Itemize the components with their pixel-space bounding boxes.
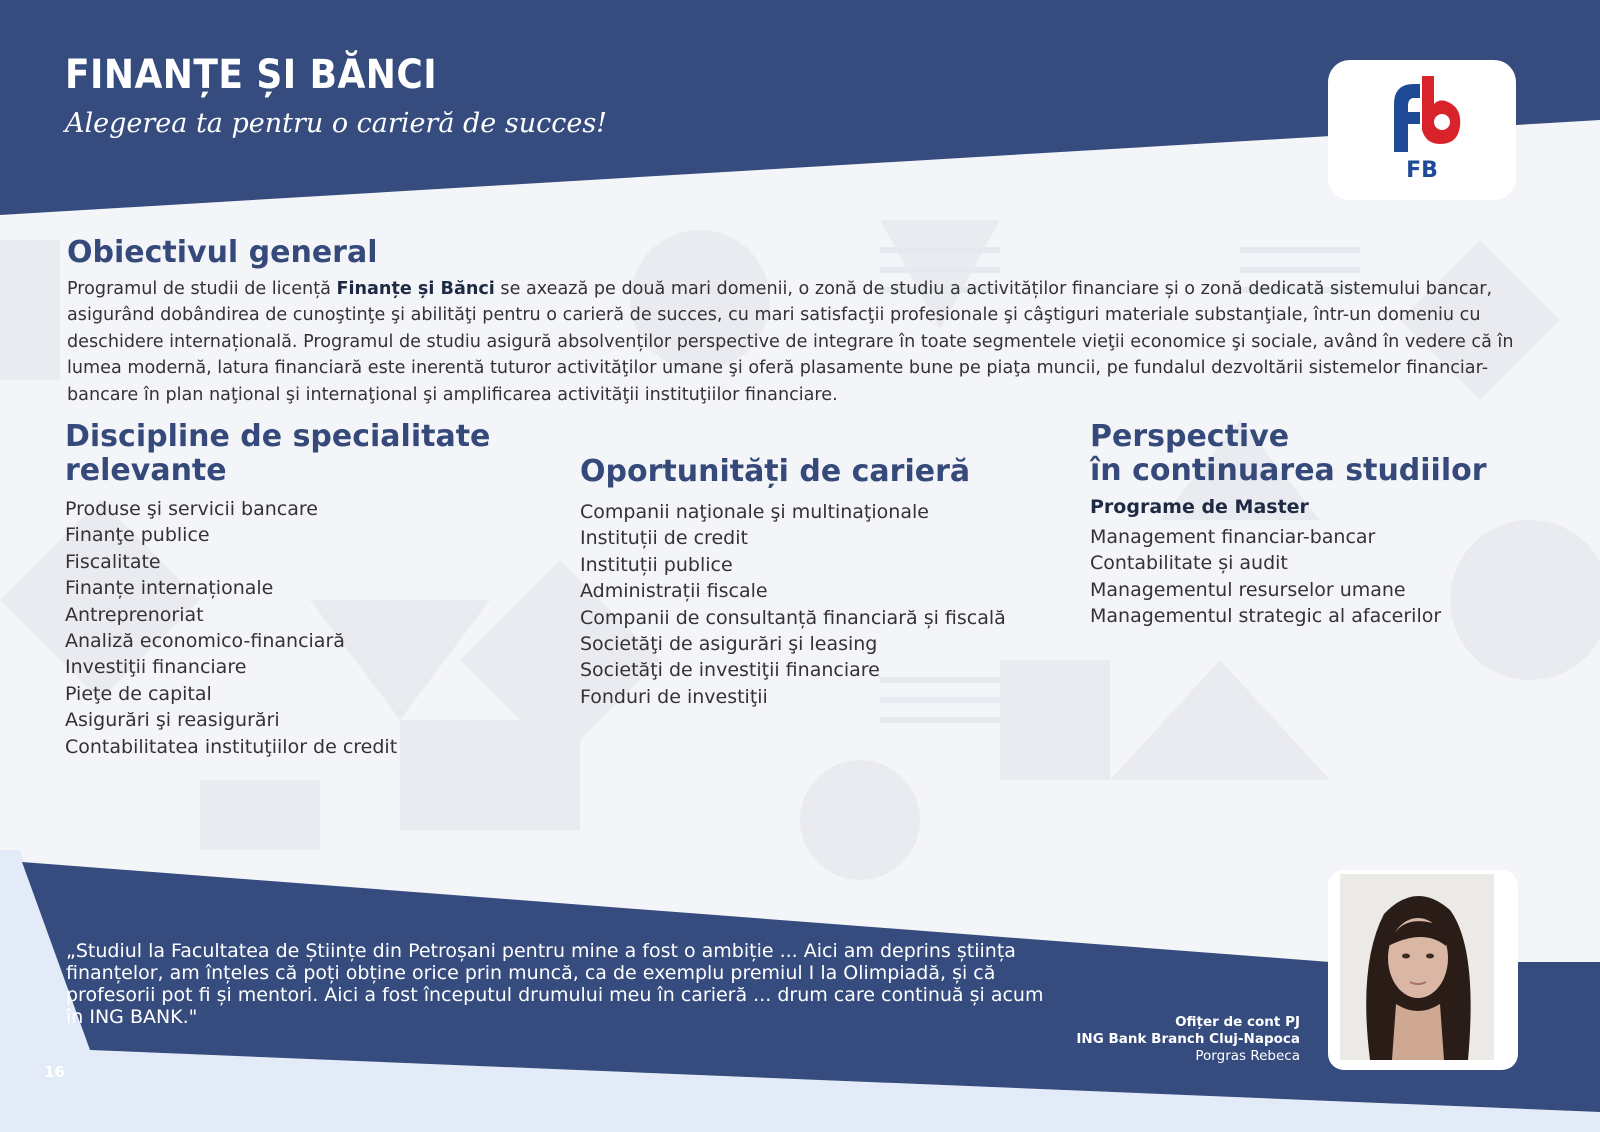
- disciplines-heading-line1: Discipline de specialitate: [65, 419, 491, 454]
- list-item: Investiţii financiare: [65, 656, 247, 679]
- list-item: Asigurări şi reasigurări: [65, 709, 280, 732]
- list-item: Pieţe de capital: [65, 682, 212, 705]
- objective-text-body: se axează pe două mari domenii, o zonă de studiu a activităților financiare și o zonă dedicată sistemului bancar, asigurând dobândirea de cunoştinţe şi abilităţi pentru o carieră de succes, cu mari satisfacţii profesionale şi câştiguri materiale substanţiale, într-un domeniu cu deschidere internațională. Programul de studiu asigură absolvenților perspective de integrare în toate segmentele vieţii economice şi sociale, având în vedere că în lumea modernă, latura financiară este inerentă tuturor activităţilor umane şi oferă plasamente bune pe piaţa muncii, pe fundalul dezvoltării sistemelor financiar-bancare în plan naţional şi internaţional şi amplificarea activităţii instituţiilor financiare.: [67, 279, 1514, 405]
- objective-heading: Obiectivul general: [67, 235, 378, 270]
- testimonial-quote: „Studiul la Facultatea de Științe din Petroșani pentru mine a fost o ambiție ... Aici am deprins știința finanțelor, am înțeles că poți obține orice prin muncă, ca de exemplu premiul I la Olimpiadă, și că profesorii pot fi și mentori. Aici a fost începutul drumului meu în carieră ... drum care continuă și acum în ING BANK.": [66, 940, 1044, 1028]
- perspectives-heading-line1: Perspective: [1090, 419, 1290, 454]
- perspectives-section: [1090, 420, 1487, 630]
- list-item: Societăţi de investiţii financiare: [580, 659, 880, 682]
- list-item: Analiză economico-financiară: [65, 630, 345, 653]
- author-role: Ofițer de cont PJ: [1175, 1014, 1300, 1030]
- list-item: Contabilitate și audit: [1090, 552, 1288, 575]
- list-item: Companii naţionale şi multinaţionale: [580, 501, 929, 523]
- author-name: Porgras Rebeca: [1195, 1048, 1300, 1064]
- objective-text: [67, 276, 1537, 408]
- list-item: Societăţi de asigurări şi leasing: [580, 633, 878, 656]
- page-subtitle: Alegerea ta pentru o carieră de succes!: [65, 108, 608, 139]
- page-title: FINANȚE ȘI BĂNCI: [65, 52, 438, 98]
- disciplines-section: [65, 420, 490, 760]
- master-programs-label: Programe de Master: [1090, 496, 1309, 518]
- list-item: Antreprenoriat: [65, 603, 204, 626]
- perspectives-heading: [1090, 420, 1487, 488]
- list-item: Managementul resurselor umane: [1090, 578, 1406, 601]
- disciplines-heading-line2: relevante: [65, 453, 227, 488]
- list-item: Fiscalitate: [65, 550, 161, 573]
- testimonial-author: [1076, 1014, 1300, 1065]
- list-item: Contabilitatea instituţiilor de credit: [65, 735, 398, 758]
- objective-text-intro: Programul de studii de licență: [67, 279, 337, 299]
- author-company: ING Bank Branch Cluj-Napoca: [1076, 1031, 1300, 1047]
- list-item: Produse şi servicii bancare: [65, 498, 318, 520]
- program-name: Finanțe și Bănci: [336, 279, 495, 299]
- list-item: Fonduri de investiţii: [580, 685, 768, 708]
- list-item: Instituții publice: [580, 553, 733, 576]
- opportunities-section: [580, 455, 1006, 710]
- disciplines-list: [65, 496, 490, 760]
- author-photo-card: [1328, 870, 1518, 1070]
- list-item: Finanţe publice: [65, 524, 210, 547]
- logo-label: FB: [1406, 158, 1438, 183]
- list-item: Companii de consultanță financiară și fiscală: [580, 606, 1006, 629]
- disciplines-heading: [65, 420, 490, 488]
- perspectives-list: [1090, 524, 1487, 630]
- list-item: Management financiar-bancar: [1090, 526, 1376, 548]
- fb-logo-icon: [1386, 74, 1462, 154]
- list-item: Finanțe internaționale: [65, 577, 274, 600]
- list-item: Administrații fiscale: [580, 580, 768, 603]
- perspectives-heading-line2: în continuarea studiilor: [1090, 453, 1487, 488]
- author-photo: [1340, 874, 1494, 1060]
- page-number: 16: [44, 1063, 65, 1081]
- list-item: Managementul strategic al afacerilor: [1090, 605, 1442, 628]
- opportunities-list: [580, 499, 1006, 710]
- faculty-logo: [1328, 60, 1516, 200]
- list-item: Instituții de credit: [580, 527, 748, 550]
- opportunities-heading: Oportunități de carieră: [580, 454, 971, 489]
